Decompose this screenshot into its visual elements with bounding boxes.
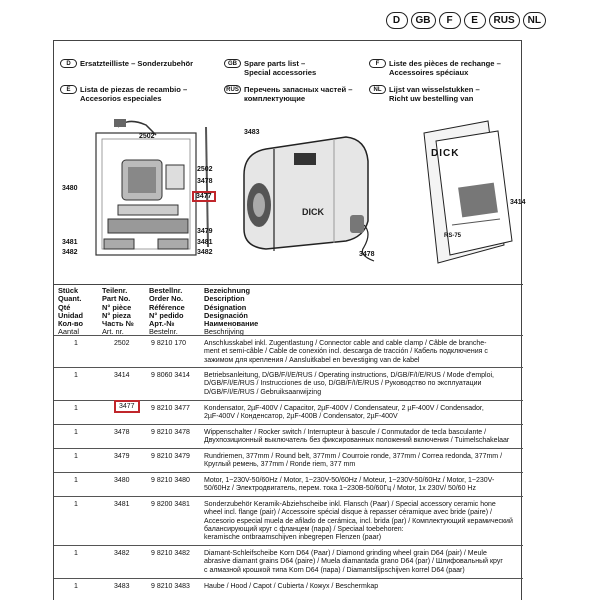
lang-code: RUS	[224, 85, 241, 94]
table-row	[54, 545, 523, 578]
part-cell: 2502	[114, 340, 130, 347]
callout: 2502	[197, 166, 213, 173]
desc-cell	[204, 340, 520, 365]
column-label: Stück	[58, 286, 79, 295]
order-cell: 9 8200 3481	[151, 501, 190, 508]
table-row	[54, 472, 523, 496]
callout: 3478	[197, 178, 213, 185]
header-line: Liste des pièces de rechange –	[389, 59, 501, 68]
qty-cell: 1	[74, 550, 78, 557]
qty-cell: 1	[74, 453, 78, 460]
column-label: Quant.	[58, 294, 82, 304]
column-label: Beschrijving	[204, 327, 244, 337]
svg-text:DICK: DICK	[302, 207, 324, 217]
desc-line: 2µF-400V / Конденсатор, 2µF-400В / Condensator, 2µF-400V	[204, 413, 398, 421]
header-line: Ersatzteilliste – Sonderzubehör	[80, 59, 194, 68]
order-cell: 9 8210 3483	[151, 583, 190, 590]
desc-cell	[204, 453, 520, 470]
part-cell: 3478	[114, 429, 130, 436]
column-label: Aantal	[58, 327, 79, 337]
order-cell: 9 8210 3478	[151, 429, 190, 436]
manual-model: RS-75	[444, 233, 462, 239]
desc-cell	[204, 583, 520, 591]
desc-cell	[204, 550, 520, 575]
desc-line: Wippenschalter / Rocker switch / Interrupteur à bascule / Conmutador de tecla basculante /	[204, 429, 487, 436]
highlighted-callout: 3477	[192, 191, 216, 202]
qty-cell: 1	[74, 429, 78, 436]
column-label: Désignation	[204, 302, 247, 312]
header-line: Accesorios especiales	[80, 94, 162, 103]
table-row	[54, 367, 523, 400]
header-line: Accessoires spéciaux	[389, 68, 469, 77]
order-cell: 9 8210 3479	[151, 453, 190, 460]
desc-cell	[204, 405, 520, 422]
qty-cell: 1	[74, 477, 78, 484]
lang-code: D	[60, 59, 77, 68]
table-row	[54, 400, 523, 424]
lang-code: NL	[369, 85, 386, 94]
lang-code: E	[60, 85, 77, 94]
parts-sheet	[53, 40, 526, 600]
column-label: Designación	[204, 310, 248, 320]
desc-line: wheel incl. flange (pair) / Accessoire spécial disque à repasser céramique avec bride (paire) /	[204, 509, 492, 517]
desc-line: Motor, 1~230V-50/60Hz / Motor, 1~230V-50/60Hz / Moteur, 1~230V-50/60Hz / Motor, 1~230V-	[204, 477, 495, 484]
desc-cell	[204, 501, 520, 542]
desc-line: Sonderzubehör Keramik-Abziehscheibe inkl. Flansch (Paar) / Special accessory ceramic hone	[204, 501, 496, 508]
column-part	[102, 287, 134, 337]
column-label: Référence	[149, 302, 185, 312]
manual-brand: DICK	[431, 148, 460, 159]
column-label: Description	[204, 294, 245, 304]
header-ru	[224, 85, 353, 103]
header-gb	[224, 59, 316, 77]
callout: 3481	[62, 239, 78, 246]
desc-line: 50/60Hz / Электродвигатель, перем. тока 1~230В-50/60Гц / Motor, 1x 230V/ 50/60 Hz	[204, 485, 476, 493]
column-label: N° pièce	[102, 302, 132, 312]
column-label: N° pieza	[102, 310, 131, 320]
part-cell: 3414	[114, 372, 130, 379]
parts-illustrations	[54, 115, 526, 275]
desc-line: Anschlusskabel inkl. Zugentlastung / Connector cable and cable clamp / Câble de branche-	[204, 340, 487, 347]
lang-badge[interactable]: F	[439, 12, 461, 29]
order-cell: 9 8210 170	[151, 340, 187, 347]
column-label: Часть №	[102, 319, 134, 329]
desc-line: Круглый ремень, 377mm / Ronde riem, 377 mm	[204, 461, 356, 469]
header-line: Special accessories	[244, 68, 317, 77]
desc-line: Accesorio especial muela de afilado de cerámica, incl. brida (par) / Комплектующий керамический	[204, 517, 513, 525]
desc-line: Kondensator, 2µF-400V / Capacitor, 2µF-400V / Condensateur, 2 µF-400V / Condensador,	[204, 405, 484, 412]
column-label: Bestelnr.	[149, 327, 178, 337]
desc-cell	[204, 477, 520, 494]
desc-cell	[204, 372, 520, 397]
column-label: Арт.-№	[149, 319, 175, 329]
desc-line: Двухпозиционный выключатель без фиксированных положений включения / Tuimelschakelaar	[204, 437, 510, 445]
callout: 3414	[510, 199, 526, 206]
qty-cell: 1	[74, 405, 78, 412]
column-label: Art. nr.	[102, 327, 124, 337]
column-label: Qté	[58, 302, 71, 312]
callout: 3478	[359, 251, 375, 258]
column-label: Teilenr.	[102, 286, 128, 295]
order-cell: 9 8210 3482	[151, 550, 190, 557]
lang-badge[interactable]: GB	[411, 12, 436, 29]
callout: 3482	[62, 249, 78, 256]
desc-line: abrasive diamant grains D64 (paire) / Muela diamantada grano D64 (par) / Шлифовальный круг	[204, 558, 503, 566]
column-label: Part No.	[102, 294, 131, 304]
manual-booklet-drawing	[416, 115, 516, 275]
header-line: комплектующие	[244, 94, 306, 103]
lang-badge[interactable]: NL	[523, 12, 546, 29]
header-fr	[369, 59, 501, 77]
part-cell: 3481	[114, 501, 130, 508]
lang-badge[interactable]: RUS	[489, 12, 520, 29]
column-order	[149, 287, 185, 337]
order-cell: 9 8210 3477	[151, 405, 190, 412]
column-label: Bezeichnung	[204, 286, 250, 295]
header-line: Lijst van wisselstukken –	[389, 85, 480, 94]
header-de	[60, 59, 193, 68]
callout: 3483	[244, 129, 260, 136]
table-row	[54, 496, 523, 545]
header-es	[60, 85, 187, 103]
part-cell: 3483	[114, 583, 130, 590]
desc-line: Haube / Hood / Capot / Cubierta / Кожух / Beschermkap	[204, 583, 379, 590]
header-line: Lista de piezas de recambio –	[80, 85, 188, 94]
qty-cell: 1	[74, 583, 78, 590]
header-line: Spare parts list –	[244, 59, 306, 68]
callout: 3482	[197, 249, 213, 256]
lang-badge[interactable]: D	[386, 12, 408, 29]
language-selector	[386, 12, 546, 29]
column-desc	[204, 287, 258, 337]
header-line: Перечень запасных частей –	[244, 85, 353, 94]
desc-line: с алмазной крошкой типа Korn D64 (пара) / Diamantslijpschijven korrel D64 (paar)	[204, 566, 465, 574]
column-label: Unidad	[58, 310, 84, 320]
desc-line: Betriebsanleitung, D/GB/F/I/E/RUS / Operating instructions, D/GB/F/I/E/RUS / Mode d'emploi,	[204, 372, 495, 379]
lang-badge[interactable]: E	[464, 12, 486, 29]
column-label: N° pedido	[149, 310, 184, 320]
table-row	[54, 578, 523, 600]
desc-line: ment et semi-câble / Cable de conexión incl. descarga de tracción / Кабель подключения с	[204, 348, 488, 356]
part-cell: 3482	[114, 550, 130, 557]
column-label: Наименование	[204, 319, 259, 329]
column-label: Кол-во	[58, 319, 83, 329]
desc-line: балансирующий круг с фланцем (пара) / Speciaal toebehoren:	[204, 525, 404, 533]
callout: 3479	[197, 228, 213, 235]
desc-line: Rundriemen, 377mm / Round belt, 377mm / Courroie ronde, 377mm / Correa redonda, 377mm /	[204, 453, 503, 460]
column-qty	[58, 287, 83, 337]
qty-cell: 1	[74, 372, 78, 379]
qty-cell: 1	[74, 501, 78, 508]
header-nl	[369, 85, 480, 103]
order-cell: 9 8210 3480	[151, 477, 190, 484]
table-header	[54, 284, 523, 337]
desc-line: D/GB/F/I/E/RUS / Instrucciones de uso, D/GB/F/I/E/RUS / Руководство по эксплуатации	[204, 380, 482, 388]
part-cell: 3479	[114, 453, 130, 460]
qty-cell: 1	[74, 340, 78, 347]
desc-cell	[204, 429, 520, 446]
multilingual-header	[54, 53, 523, 109]
table-row	[54, 335, 523, 367]
header-line: Richt uw bestelling van	[389, 94, 474, 103]
desc-line: D/GB/F/I/E/RUS / Gebruiksaanwijzing	[204, 388, 322, 396]
desc-line: зажимом для крепления / Aansluitkabel en bevestiging van de kabel	[204, 356, 420, 364]
part-cell	[114, 405, 140, 413]
lang-code: F	[369, 59, 386, 68]
lang-code: GB	[224, 59, 241, 68]
desc-line: keramische ontbraamschijven inbegrepen Flenzen (paar)	[204, 534, 382, 542]
table-row	[54, 424, 523, 448]
column-label: Bestellnr.	[149, 286, 183, 295]
part-cell: 3480	[114, 477, 130, 484]
callout: 3480	[62, 185, 78, 192]
callout: 3481	[197, 239, 213, 246]
callout: 2502	[139, 133, 155, 140]
table-row	[54, 448, 523, 472]
column-label: Order No.	[149, 294, 184, 304]
desc-line: Diamant-Schleifscheibe Korn D64 (Paar) / Diamond grinding wheel grain D64 (pair) / Meule	[204, 550, 487, 557]
highlighted-part-number: 3477	[114, 400, 140, 413]
order-cell: 9 8060 3414	[151, 372, 190, 379]
